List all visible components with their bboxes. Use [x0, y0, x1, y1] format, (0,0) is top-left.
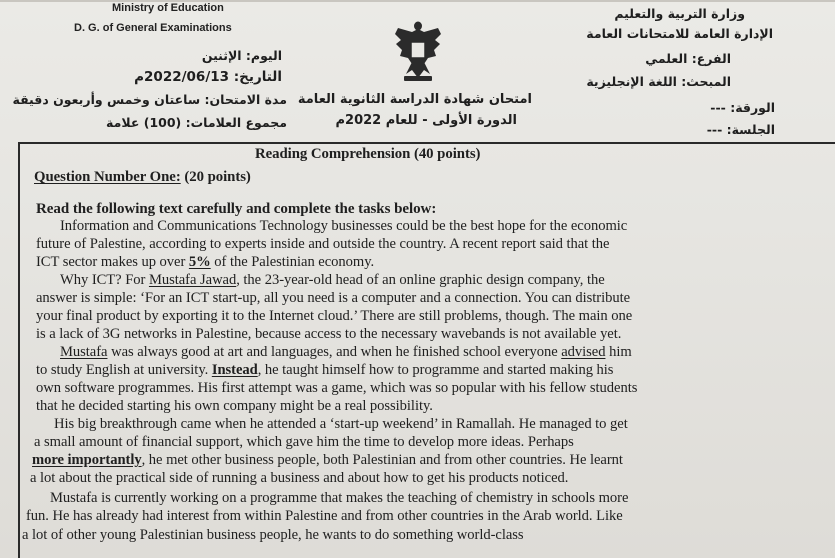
passage-line: Information and Communications Technology businesses could be the best hope for the economic	[60, 218, 628, 234]
exam-day: اليوم: الإثنين	[201, 48, 282, 63]
text-run: ICT sector makes up over	[36, 254, 189, 270]
exam-paper-number: الورقة: ---	[710, 100, 775, 115]
text-run: of the Palestinian economy.	[210, 254, 375, 270]
total-marks: مجموع العلامات: (100) علامة	[106, 115, 287, 130]
underlined-word: 5%	[188, 254, 211, 270]
ministry-name-ar: وزارة التربية والتعليم	[614, 6, 745, 21]
passage-line: that he decided starting his own company might be a real possibility.	[36, 398, 433, 414]
text-run: him	[605, 344, 632, 360]
exam-subject: المبحث: اللغة الإنجليزية	[586, 74, 731, 89]
question-title	[34, 169, 251, 186]
underlined-word: more importantly	[32, 452, 142, 468]
text-run: , the 23-year-old head of an online graphic design company, the	[236, 272, 605, 288]
exam-branch: الفرع: العلمي	[645, 51, 731, 66]
passage-line: your final product by exporting it to the Internet cloud.’ There are still problems, though. The main one	[36, 308, 633, 324]
text-run: Why ICT? For	[60, 272, 149, 288]
eagle-emblem-icon	[392, 18, 444, 84]
department-name-en: D. G. of General Examinations	[74, 22, 232, 34]
passage-line: Mustafa is currently working on a programme that makes the teaching of chemistry in schools more	[50, 490, 629, 506]
passage-line: future of Palestine, according to experts inside and outside the country. A recent report said that the	[36, 236, 610, 252]
underlined-word: Mustafa Jawad	[148, 272, 237, 288]
underlined-word: Mustafa	[60, 344, 108, 360]
passage-line	[36, 362, 613, 379]
ministry-name-en: Ministry of Education	[112, 2, 224, 14]
passage-line	[32, 452, 623, 469]
underlined-word: advised	[561, 344, 606, 360]
passage-line: fun. He has already had interest from within Palestine and from other countries in the Arab world. Like	[26, 508, 623, 524]
exam-session: الدورة الأولى - للعام 2022م	[335, 113, 517, 128]
text-run: to study English at university.	[36, 362, 212, 378]
exam-date: التاريخ: 2022/06/13م	[134, 69, 282, 85]
text-run: was always good at art and languages, and when he finished school everyone	[107, 344, 562, 360]
section-title: Reading Comprehension (40 points)	[255, 146, 481, 162]
passage-line: a small amount of financial support, which gave him the time to develop more ideas. Perhaps	[34, 434, 574, 450]
passage-line: a lot of other young Palestinian business people, he wants to do something world-class	[22, 527, 524, 543]
instruction: Read the following text carefully and complete the tasks below:	[36, 201, 437, 217]
passage-line	[60, 344, 632, 361]
question-points: (20 points)	[180, 169, 251, 185]
exam-session-number: الجلسة: ---	[706, 122, 775, 137]
passage-line: His big breakthrough came when he attended a ‘start-up weekend’ in Ramallah. He managed to get	[54, 416, 628, 432]
underlined-word: Instead	[211, 362, 258, 378]
question-label: Question Number One:	[34, 169, 181, 185]
text-run: , he taught himself how to programme and started making his	[257, 362, 614, 378]
passage-line: own software programmes. His first attempt was a game, which was so popular with his fellow students	[36, 380, 638, 396]
passage-line	[36, 254, 374, 271]
passage-line: answer is simple: ‘For an ICT start-up, all you need is a computer and a connection. You can distribute	[36, 290, 631, 306]
passage-line: a lot about the practical side of running a business and about how to get his products noticed.	[30, 470, 569, 486]
text-run: , he met other business people, both Palestinian and from other countries. He learnt	[141, 452, 623, 468]
exam-title: امتحان شهادة الدراسة الثانوية العامة	[297, 92, 532, 107]
passage-line	[60, 272, 605, 289]
exam-duration: مدة الامتحان: ساعتان وخمس وأربعون دقيقة	[12, 92, 287, 107]
department-name-ar: الإدارة العامة للامتحانات العامة	[586, 26, 773, 41]
passage-line: is a lack of 3G networks in Palestine, because access to the necessary wavebands is not available yet.	[36, 326, 622, 342]
